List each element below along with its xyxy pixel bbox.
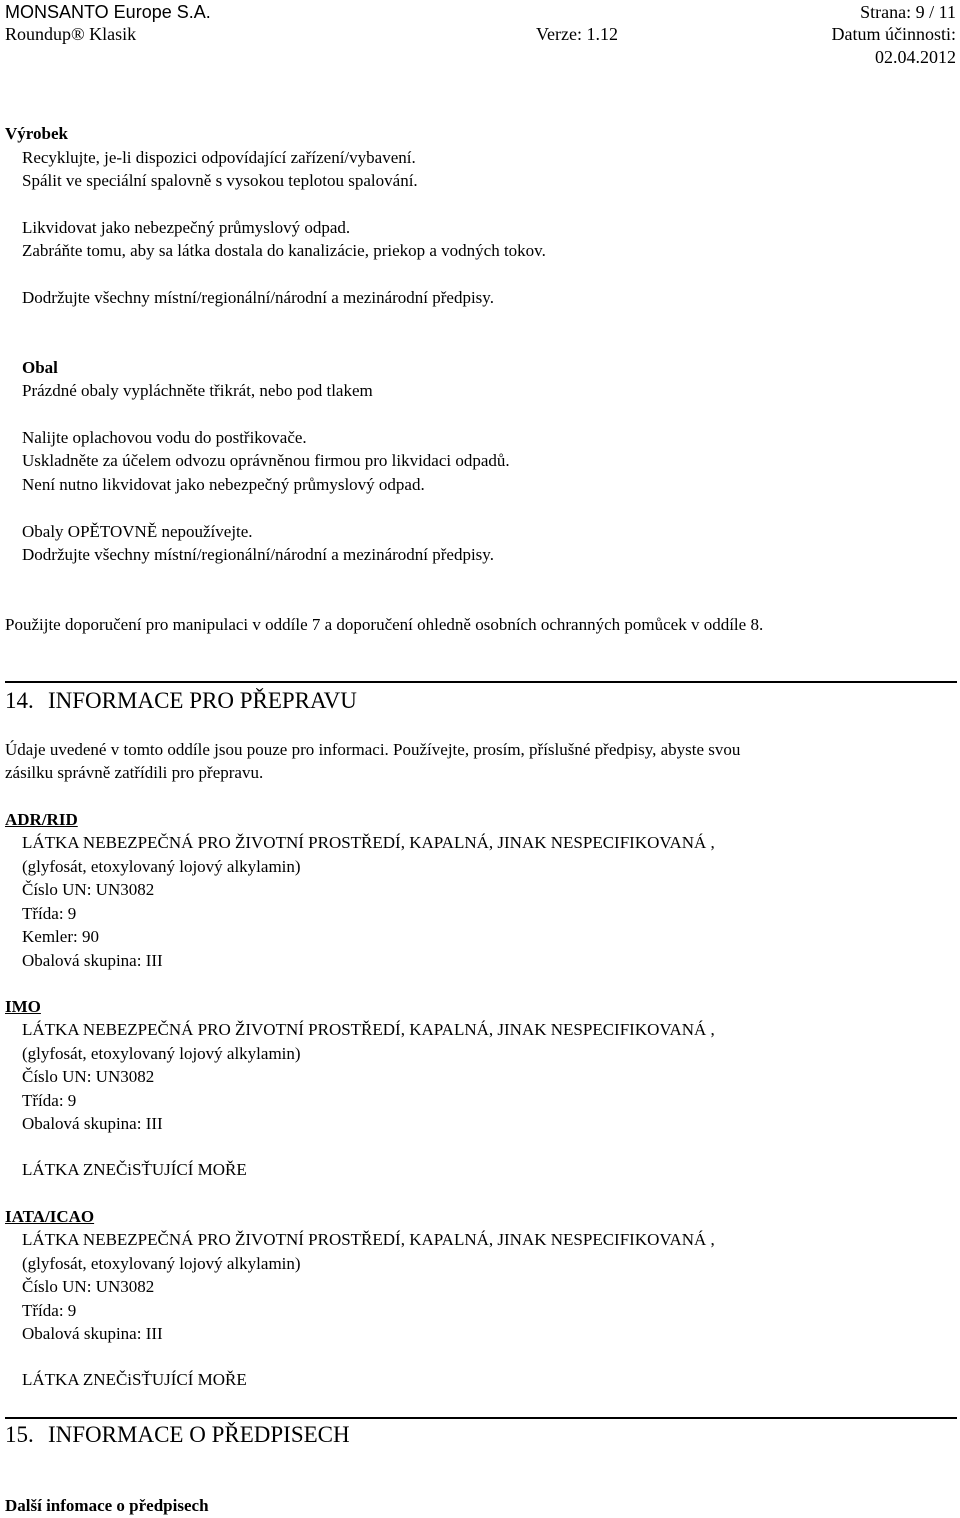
product-line: Likvidovat jako nebezpečný průmyslový odpad. (22, 218, 351, 237)
adr-line: Číslo UN: UN3082 (22, 880, 155, 899)
imo-line: (glyfosát, etoxylovaný lojový alkylamin) (22, 1044, 301, 1063)
imo-line: Obalová skupina: III (22, 1114, 163, 1133)
imo-marine-pollutant: LÁTKA ZNEČiSŤUJÍCÍ MOŘE (22, 1160, 247, 1179)
section-15-title: INFORMACE O PŘEDPISECH (48, 1422, 350, 1447)
iata-line: Obalová skupina: III (22, 1324, 163, 1343)
product-line: Spálit ve speciální spalovně s vysokou teplotou spalování. (22, 171, 418, 190)
imo-heading: IMO (5, 997, 41, 1016)
handling-advice: Použijte doporučení pro manipulaci v oddíle 7 a doporučení ohledně osobních ochranných pomůcek v oddíle 8. (5, 615, 764, 634)
iata-icao-heading: IATA/ICAO (5, 1207, 95, 1226)
packaging-line: Uskladněte za účelem odvozu oprávněnou firmou pro likvidaci odpadů. (22, 451, 510, 470)
packaging-line: Není nutno likvidovat jako nebezpečný průmyslový odpad. (22, 475, 425, 494)
effective-date-label: Datum účinnosti: (831, 24, 956, 44)
adr-rid-heading: ADR/RID (5, 810, 78, 829)
packaging-line: Obaly OPĚTOVNĚ nepoužívejte. (22, 522, 253, 541)
transport-intro: zásilku správně zatřídili pro přepravu. (5, 763, 264, 782)
packaging-line: Dodržujte všechny místní/regionální/národní a mezinárodní předpisy. (22, 545, 494, 564)
adr-line: Obalová skupina: III (22, 951, 163, 970)
effective-date: 02.04.2012 (875, 47, 956, 67)
adr-line: LÁTKA NEBEZPEČNÁ PRO ŽIVOTNÍ PROSTŘEDÍ, KAPALNÁ, JINAK NESPECIFIKOVANÁ , (22, 833, 715, 852)
company-name: MONSANTO Europe S.A. (5, 2, 211, 22)
product-line: Recyklujte, je-li dispozici odpovídající zařízení/vybavení. (22, 148, 416, 167)
adr-line: Kemler: 90 (22, 927, 99, 946)
further-regulatory-info-heading: Další infomace o předpisech (5, 1496, 209, 1515)
imo-line: LÁTKA NEBEZPEČNÁ PRO ŽIVOTNÍ PROSTŘEDÍ, KAPALNÁ, JINAK NESPECIFIKOVANÁ , (22, 1020, 715, 1039)
packaging-heading: Obal (22, 358, 58, 377)
packaging-line: Nalijte oplachovou vodu do postřikovače. (22, 428, 307, 447)
section-14-title: INFORMACE PRO PŘEPRAVU (48, 688, 357, 713)
product-name: Roundup® Klasik (5, 24, 137, 44)
section-15-number: 15. (5, 1422, 34, 1447)
product-line: Zabráňte tomu, aby sa látka dostala do kanalizácie, priekop a vodných tokov. (22, 241, 546, 260)
product-heading: Výrobek (5, 124, 68, 143)
page-number: Strana: 9 / 11 (860, 2, 956, 22)
adr-line: Třída: 9 (22, 904, 77, 923)
iata-marine-pollutant: LÁTKA ZNEČiSŤUJÍCÍ MOŘE (22, 1370, 247, 1389)
product-line: Dodržujte všechny místní/regionální/národní a mezinárodní předpisy. (22, 288, 494, 307)
section-14-number: 14. (5, 688, 34, 713)
imo-line: Číslo UN: UN3082 (22, 1067, 155, 1086)
iata-line: Číslo UN: UN3082 (22, 1277, 155, 1296)
packaging-line: Prázdné obaly vypláchněte třikrát, nebo pod tlakem (22, 381, 373, 400)
section-15-divider (5, 1417, 957, 1419)
adr-line: (glyfosát, etoxylovaný lojový alkylamin) (22, 857, 301, 876)
section-14-divider (5, 681, 957, 683)
transport-intro: Údaje uvedené v tomto oddíle jsou pouze pro informaci. Používejte, prosím, příslušné předpisy, abyste svou (5, 740, 741, 759)
iata-line: (glyfosát, etoxylovaný lojový alkylamin) (22, 1254, 301, 1273)
iata-line: Třída: 9 (22, 1301, 77, 1320)
version: Verze: 1.12 (536, 24, 618, 44)
iata-line: LÁTKA NEBEZPEČNÁ PRO ŽIVOTNÍ PROSTŘEDÍ, KAPALNÁ, JINAK NESPECIFIKOVANÁ , (22, 1230, 715, 1249)
imo-line: Třída: 9 (22, 1091, 77, 1110)
